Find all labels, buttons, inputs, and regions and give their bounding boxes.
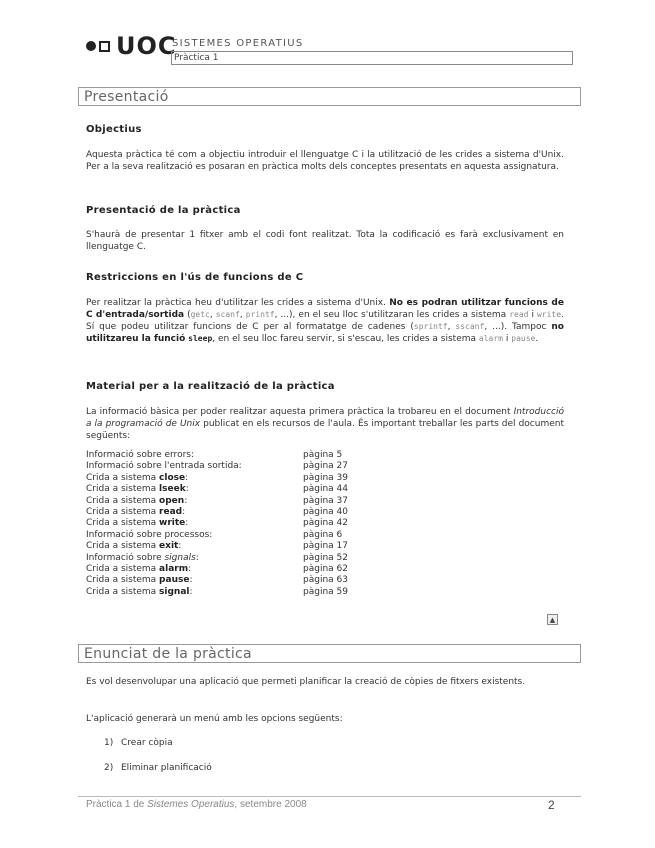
heading-material: Material per a la realització de la pràctica xyxy=(86,381,335,392)
material-page: pàgina 59 xyxy=(303,586,348,597)
material-page: pàgina 44 xyxy=(303,484,348,495)
material-topic: Crida a sistema lseek: xyxy=(86,484,189,495)
material-page: pàgina 5 xyxy=(303,450,343,460)
table-row xyxy=(86,473,348,484)
material-topic: Informació sobre processos: xyxy=(86,529,213,540)
paragraph-objectius: Aquesta pràctica té com a objectiu introduir el llenguatge C i la utilització de les crides a sistema d'Unix. Per a la seva realització es posaran en pràctica molts dels conceptes presentats en aquesta assignatura. xyxy=(86,150,564,172)
table-row xyxy=(86,553,348,564)
table-row xyxy=(86,564,348,575)
material-topic: Crida a sistema pause: xyxy=(86,575,193,586)
material-topic: Crida a sistema open: xyxy=(86,495,188,506)
footer-text: Pràctica 1 de Sistemes Operatius, setembre 2008 xyxy=(86,799,307,810)
material-page: pàgina 37 xyxy=(303,495,348,506)
paragraph-presentacio-practica: S'haurà de presentar 1 fitxer amb el codi font realitzat. Tota la codificació es farà exclusivament en llenguatge C. xyxy=(86,230,564,252)
logo-dot-icon xyxy=(86,41,96,51)
material-page: pàgina 39 xyxy=(303,472,348,483)
page-number: 2 xyxy=(548,798,555,812)
table-row xyxy=(86,518,348,529)
table-row xyxy=(86,450,348,461)
table-row xyxy=(86,530,348,541)
material-list xyxy=(86,450,348,598)
material-page: pàgina 42 xyxy=(303,518,348,529)
material-topic: Crida a sistema write: xyxy=(86,518,189,529)
list-item: 2) Eliminar planificació xyxy=(104,763,212,773)
material-topic: Informació sobre l'entrada sortida: xyxy=(86,461,242,472)
material-page: pàgina 40 xyxy=(303,507,348,518)
material-topic: Crida a sistema alarm: xyxy=(86,564,192,575)
paragraph-enunciat-1: Es vol desenvolupar una aplicació que permeti planificar la creació de còpies de fitxers existents. xyxy=(86,677,526,687)
section-title-enunciat: Enunciat de la pràctica xyxy=(78,644,581,663)
material-page: pàgina 17 xyxy=(303,541,348,552)
heading-presentacio-practica: Presentació de la pràctica xyxy=(86,205,241,216)
paragraph-enunciat-2: L'aplicació generarà un menú amb les opcions següents: xyxy=(86,714,343,724)
table-row xyxy=(86,484,348,495)
list-item: 1) Crear còpia xyxy=(104,738,173,748)
table-row xyxy=(86,575,348,586)
header-subject: SISTEMES OPERATIUS xyxy=(172,38,304,49)
table-row xyxy=(86,461,348,472)
material-topic: Informació sobre signals: xyxy=(86,552,199,563)
table-row xyxy=(86,587,348,598)
arrow-up-icon[interactable]: ▲ xyxy=(547,614,558,625)
material-page: pàgina 52 xyxy=(303,552,348,563)
heading-restriccions: Restriccions en l'ús de funcions de C xyxy=(86,272,304,283)
material-topic: Crida a sistema read: xyxy=(86,507,186,518)
material-topic: Crida a sistema close: xyxy=(86,472,189,483)
table-row xyxy=(86,541,348,552)
uoc-logo xyxy=(86,34,177,58)
logo-text: UOC xyxy=(116,32,177,60)
material-topic: Informació sobre errors: xyxy=(86,450,194,460)
heading-objectius: Objectius xyxy=(86,124,142,135)
header-practice: Pràctica 1 xyxy=(171,51,573,65)
paragraph-material: La informació bàsica per poder realitzar aquesta primera pràctica la trobareu en el document Introducció a la programació de Unix publicat en els recursos de l'aula. És important treballar les parts del document següents: xyxy=(86,407,564,441)
material-page: pàgina 62 xyxy=(303,564,348,575)
logo-square-icon xyxy=(99,41,110,52)
material-page: pàgina 27 xyxy=(303,461,348,472)
material-page: pàgina 63 xyxy=(303,575,348,586)
section-title-presentacio: Presentació xyxy=(78,87,581,106)
table-row xyxy=(86,507,348,518)
table-row xyxy=(86,496,348,507)
material-topic: Crida a sistema exit: xyxy=(86,541,182,552)
material-topic: Crida a sistema signal: xyxy=(86,586,193,597)
paragraph-restriccions: Per realitzar la pràctica heu d'utilitzar les crides a sistema d'Unix. No es podran utilitzar funcions de C d'entrada/sortida (getc, scanf, printf, ...), en el seu lloc s'utilitzaran les crides a sistema read i write. Sí que podeu utilitzar funcions de C per al formatatge de cadenes (sprintf, sscanf, ...). Tampoc no utilitzareu la funció sleep, en el seu lloc fareu servir, si s'escau, les crides a sistema alarm i pause. xyxy=(86,298,564,344)
footer-divider xyxy=(78,796,581,797)
material-page: pàgina 6 xyxy=(303,529,343,540)
